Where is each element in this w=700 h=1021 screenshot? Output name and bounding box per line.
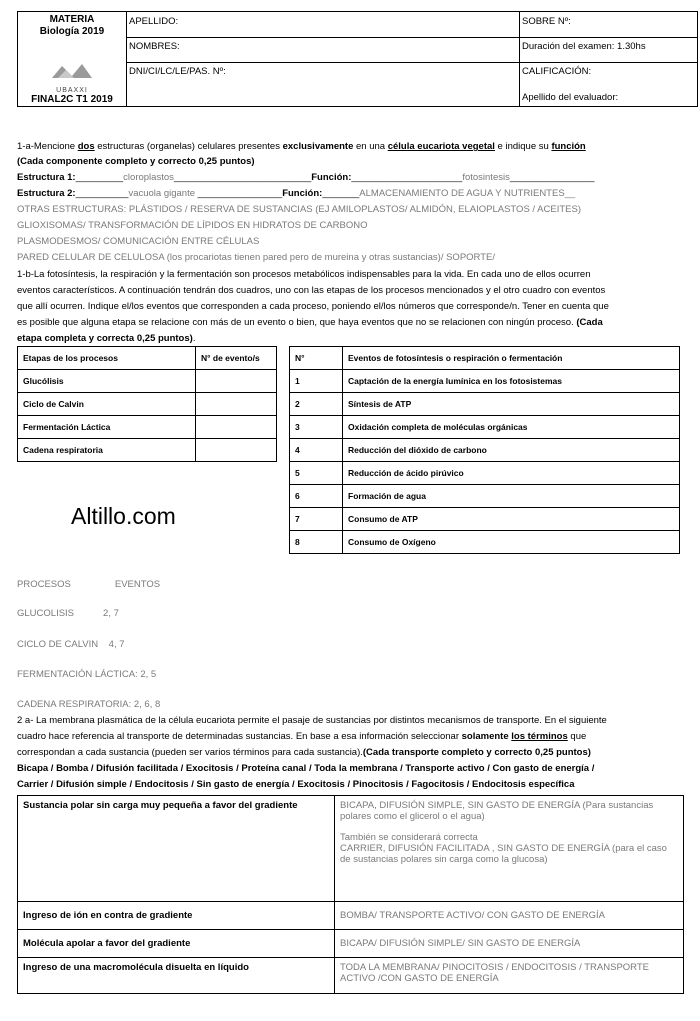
q2a-prompt: 2 a- La membrana plasmática de la célula eucariota permite el pasaje de sustancias por distintos mecanismos de transporte. En el siguiente cuadro hace referencia al transporte de determinadas sustancias. En base a esa información seleccionar solamente los términos que correspondan a cada sustancia (pueden ser varios términos para cada sustancia).(Cada transporte completo y correcto 0,25 puntos) Bicapa / Bomba / Difusión facilitada / Exocitosis / Proteína canal / Toda la membrana / Transporte activo / Con gasto de energía / Carrier / Difusión simple / Endocitosis / Sin gasto de energía / Exocitosis / Pinocitosis / Fagocitosis / Endocitosis específica xyxy=(17,713,698,793)
answer-cell[interactable] xyxy=(196,416,277,439)
table-header: N° de evento/s xyxy=(196,347,277,370)
other-structure: PARED CELULAR DE CELULOSA (los procariotas tienen pared pero de mureina y otras sustancias)/ SOPORTE/ xyxy=(17,252,496,263)
table-row: 7 Consumo de ATP xyxy=(290,508,680,531)
q1b-prompt: 1-b-La fotosíntesis, la respiración y la fermentación son procesos metabólicos indispensables para la vida. En cada uno de ellos ocurren eventos característicos. A continuación tendrán dos cuadros, uno con las etapas de los procesos mencionados y el otro cuadro con eventos que allí ocurren. Indique el/los eventos que corresponden a cada proceso, poniendo el/los números que corresponde/n. Tener en cuenta que es posible que alguna etapa se relacione con más de un evento o bien, que haya eventos que no se relacionen con ningún proceso. (Cada etapa completa y correcta 0,25 puntos). xyxy=(17,269,609,344)
q1a-points: (Cada componente completo y correcto 0,25 puntos) xyxy=(17,156,255,167)
funcion-2-answer: ALMACENAMIENTO DE AGUA Y NUTRIENTES__ xyxy=(359,188,576,199)
table-row: 5 Reducción de ácido pirúvico xyxy=(290,462,680,485)
eventos-table xyxy=(289,346,680,554)
funcion-1-answer: fotosintesis xyxy=(462,172,510,183)
terms-list: Carrier / Difusión simple / Endocitosis / Sin gasto de energía / Exocitosis / Pinocitosis / Fagocitosis / Endocitosis específica xyxy=(17,779,575,790)
table-row: 6 Formación de agua xyxy=(290,485,680,508)
table-row: 1 Captación de la energía lumínica en los fotosistemas xyxy=(290,370,680,393)
table-row: Ciclo de Calvin xyxy=(18,393,277,416)
answer-cell[interactable] xyxy=(196,370,277,393)
estructura-1-answer: cloroplastos xyxy=(123,172,174,183)
answer-line: GLUCOLISIS 2, 7 xyxy=(17,608,119,619)
table-row: Sustancia polar sin carga muy pequeña a favor del gradiente BICAPA, DIFUSIÓN SIMPLE, SIN GASTO DE ENERGÍA (Para sustancias polares como el glicerol o el agua) También se considerará correcta CARRIER, DIFUSIÓN FACILITADA , SIN GASTO DE ENERGÍA (para el caso de sustancias polares sin carga como la glucosa) xyxy=(18,796,684,902)
dni-field: DNI/CI/LC/LE/PAS. Nº: xyxy=(129,66,226,77)
estructura-2-line: Estructura 2:__________vacuola gigante ________________Función:_______ALMACENAMIENTO DE AGUA Y NUTRIENTES__ xyxy=(17,188,576,199)
answer-cell[interactable] xyxy=(196,393,277,416)
other-structure: GLIOXISOMAS/ TRANSFORMACIÓN DE LÍPIDOS EN HIDRATOS DE CARBONO xyxy=(17,220,368,231)
estructura-2-answer: vacuola gigante xyxy=(128,188,196,199)
other-structure: OTRAS ESTRUCTURAS: PLÁSTIDOS / RESERVA DE SUSTANCIAS (EJ AMILOPLASTOS/ ALMIDÓN, ELAIOPLASTOS / ACEITES) xyxy=(17,204,581,215)
table-row: Molécula apolar a favor del gradiente BICAPA/ DIFUSIÓN SIMPLE/ SIN GASTO DE ENERGÍA xyxy=(18,930,684,958)
apellido-field: APELLIDO: xyxy=(129,16,179,27)
transport-table xyxy=(17,795,684,994)
etapas-table xyxy=(17,346,277,462)
ubaxxi-logo xyxy=(48,60,96,94)
table-row: Ingreso de una macromolécula disuelta en líquido TODA LA MEMBRANA/ PINOCITOSIS / ENDOCITOSIS / TRANSPORTE ACTIVO /CON GASTO DE ENERGÍA xyxy=(18,958,684,994)
estructura-1-line: Estructura 1:_________cloroplastos__________________________Función:_____________________fotosintesis________________ xyxy=(17,172,595,183)
answer-line: CICLO DE CALVIN 4, 7 xyxy=(17,639,125,650)
exam-header-table xyxy=(17,11,698,107)
materia-value: Biología 2019 xyxy=(39,26,105,37)
table-row: Cadena respiratoria xyxy=(18,439,277,462)
answer-line: FERMENTACIÓN LÁCTICA: 2, 5 xyxy=(17,669,157,680)
table-row: 3 Oxidación completa de moléculas orgánicas xyxy=(290,416,680,439)
table-row: 4 Reducción del dióxido de carbono xyxy=(290,439,680,462)
evaluador-field: Apellido del evaluador: xyxy=(522,92,619,103)
table-row: Ingreso de ión en contra de gradiente BOMBA/ TRANSPORTE ACTIVO/ CON GASTO DE ENERGÍA xyxy=(18,902,684,930)
answer-line: CADENA RESPIRATORIA: 2, 6, 8 xyxy=(17,699,161,710)
exam-code: FINAL2C T1 2019 xyxy=(31,94,113,105)
table-row xyxy=(18,347,277,370)
materia-label: MATERIA xyxy=(49,14,95,25)
table-header: Eventos de fotosíntesis o respiración o fermentación xyxy=(343,347,680,370)
table-row: Fermentación Láctica xyxy=(18,416,277,439)
q1a-prompt: 1-a-Mencione dos estructuras (organelas) celulares presentes exclusivamente en una célula eucariota vegetal e indique su función xyxy=(17,141,586,152)
table-row: 8 Consumo de Oxígeno xyxy=(290,531,680,554)
duracion-text: Duración del examen: 1.30hs xyxy=(522,41,646,52)
table-header: N° xyxy=(290,347,343,370)
watermark: Altillo.com xyxy=(71,503,176,529)
table-row: Glucólisis xyxy=(18,370,277,393)
answer-cell[interactable] xyxy=(196,439,277,462)
table-row: 2 Síntesis de ATP xyxy=(290,393,680,416)
table-header: Etapas de los procesos xyxy=(18,347,196,370)
other-structure: PLASMODESMOS/ COMUNICACIÓN ENTRE CÉLULAS xyxy=(17,236,260,247)
answers-header: PROCESOS EVENTOS xyxy=(17,579,161,590)
calificacion-field: CALIFICACIÓN: xyxy=(522,66,592,77)
table-row xyxy=(290,347,680,370)
nombres-field: NOMBRES: xyxy=(129,41,180,52)
terms-list: Bicapa / Bomba / Difusión facilitada / Exocitosis / Proteína canal / Toda la membrana / Transporte activo / Con gasto de energía / xyxy=(17,763,595,774)
logo-text: UBAXXI xyxy=(56,87,88,94)
sobre-field: SOBRE Nº: xyxy=(522,16,571,27)
